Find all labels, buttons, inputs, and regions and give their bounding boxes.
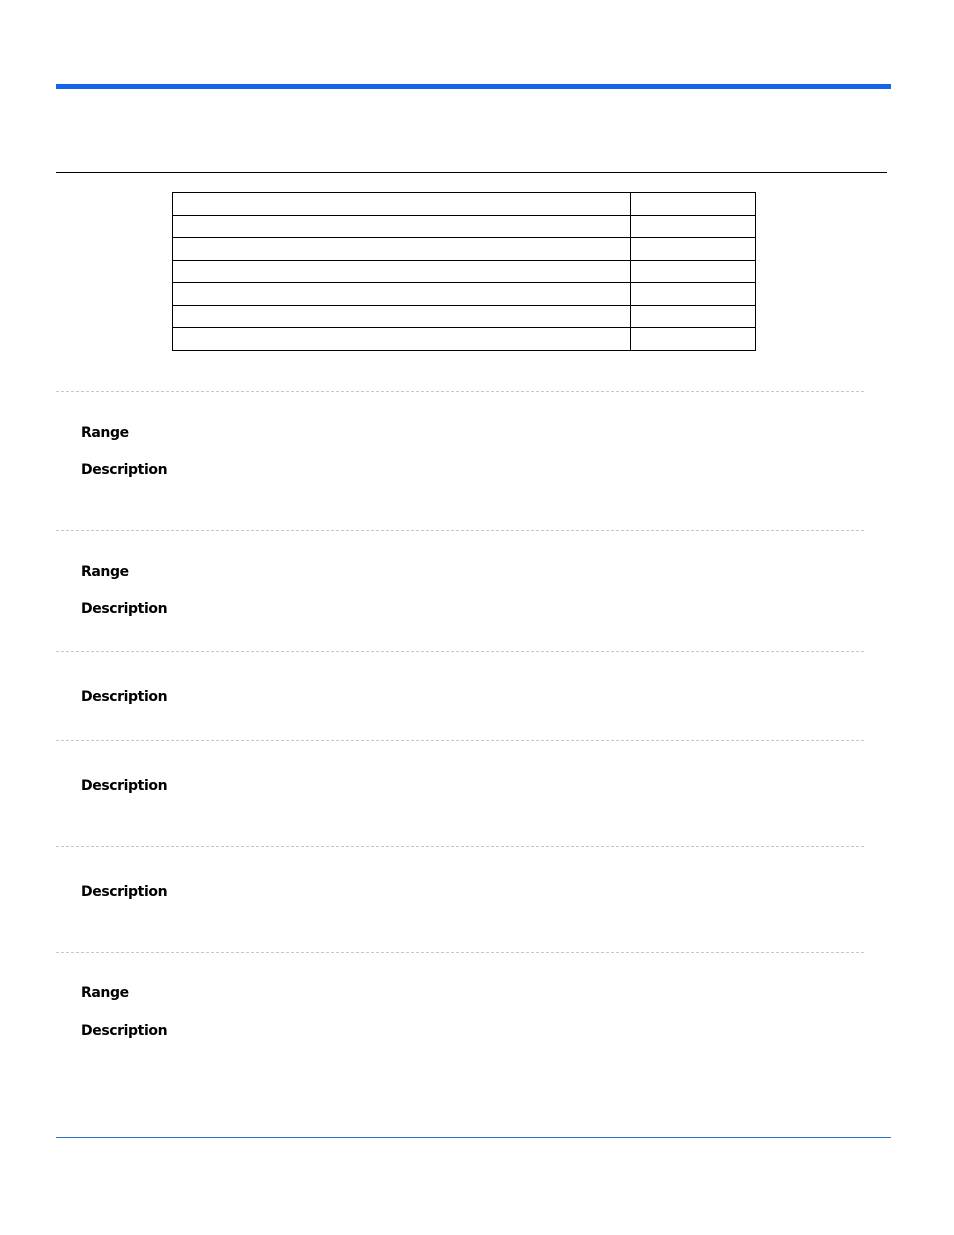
description-label: Description (81, 1023, 168, 1039)
table-cell (631, 193, 756, 216)
table-cell (631, 305, 756, 328)
section-divider (56, 391, 864, 392)
table-cell (173, 215, 631, 238)
range-label: Range (81, 985, 129, 1001)
table-cell (631, 215, 756, 238)
range-label: Range (81, 425, 129, 441)
table-row (173, 283, 756, 306)
table-cell (631, 238, 756, 261)
table-cell (173, 193, 631, 216)
parameter-table (172, 192, 756, 351)
header-accent-bar (56, 84, 891, 89)
description-label: Description (81, 778, 168, 794)
table-cell (173, 328, 631, 351)
range-label: Range (81, 564, 129, 580)
table-cell (631, 328, 756, 351)
section-divider (56, 651, 864, 652)
table-row (173, 305, 756, 328)
section-divider (56, 952, 864, 953)
table-cell (631, 260, 756, 283)
table-cell (631, 283, 756, 306)
section-divider (56, 740, 864, 741)
section-divider (56, 846, 864, 847)
table-row (173, 238, 756, 261)
description-label: Description (81, 601, 168, 617)
footer-rule (56, 1137, 891, 1138)
description-label: Description (81, 689, 168, 705)
table-row (173, 260, 756, 283)
description-label: Description (81, 884, 168, 900)
table-row (173, 215, 756, 238)
header-rule (56, 172, 887, 173)
description-label: Description (81, 462, 168, 478)
table-cell (173, 283, 631, 306)
table-cell (173, 260, 631, 283)
table-row (173, 193, 756, 216)
table-row (173, 328, 756, 351)
table-cell (173, 238, 631, 261)
table-cell (173, 305, 631, 328)
section-divider (56, 530, 864, 531)
